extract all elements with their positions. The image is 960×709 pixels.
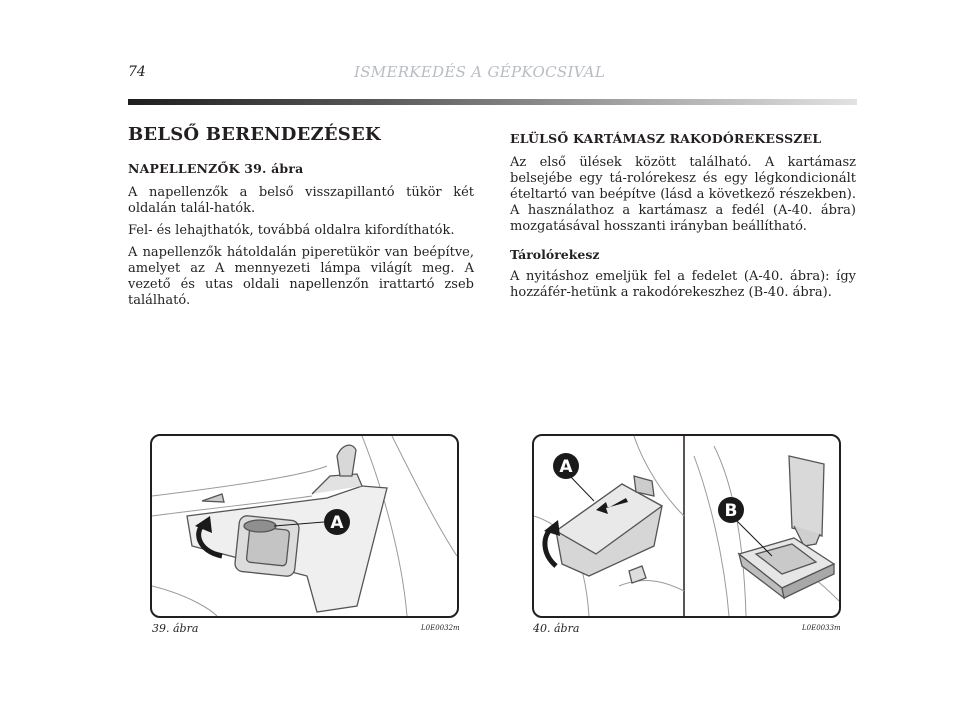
page-number: 74 — [128, 64, 146, 80]
figure-40-armrest — [532, 434, 841, 618]
header-rule — [128, 99, 857, 105]
paragraph: A nyitáshoz emeljük fel a fedelet (A-40. ábra): így hozzáfér-hetünk a rakodórekeszhez (B-40. ábra). — [510, 269, 856, 300]
paragraph: Az első ülések között található. A kartámasz belsejébe egy tá-rolórekesz és egy légkondicionált ételtartó van beépítve (lásd a következő részekben). A használathoz a kartámasz a fedél (A-40. ábra) mozgatásával hosszanti irányban beállítható. — [510, 155, 856, 234]
left-column — [128, 124, 474, 315]
section-title: BELSŐ BERENDEZÉSEK — [128, 124, 381, 145]
running-title: ISMERKEDÉS A GÉPKOCSIVAL — [354, 63, 606, 81]
callout-b: B — [724, 501, 738, 521]
figure-code: L0E0033m — [802, 624, 841, 632]
callout-a: A — [330, 513, 344, 533]
figure-39-sun-visor — [150, 434, 459, 618]
paragraph: Fel- és lehajthatók, továbbá oldalra kifordíthatók. — [128, 223, 455, 238]
paragraph: A napellenzők hátoldalán piperetükör van beépítve, amelyet az A mennyezeti lámpa világít meg. A vezető és utas oldali napellenzőn irattartó zseb található. — [128, 245, 474, 308]
sub-heading: Tárolórekesz — [510, 247, 600, 262]
paragraph: A napellenzők a belső visszapillantó tükör két oldalán talál-hatók. — [128, 185, 474, 216]
figure-caption: 39. ábra — [152, 622, 199, 635]
armrest-illustration — [534, 436, 839, 616]
callout-a: A — [559, 457, 573, 477]
sun-visor-illustration — [152, 436, 457, 616]
right-column — [510, 131, 856, 307]
subsection-title: NAPELLENZŐK 39. ábra — [128, 161, 304, 176]
figure-caption: 40. ábra — [533, 622, 580, 635]
figure-code: L0E0032m — [421, 624, 460, 632]
subsection-title: ELÜLSŐ KARTÁMASZ RAKODÓREKESSZEL — [510, 131, 822, 146]
